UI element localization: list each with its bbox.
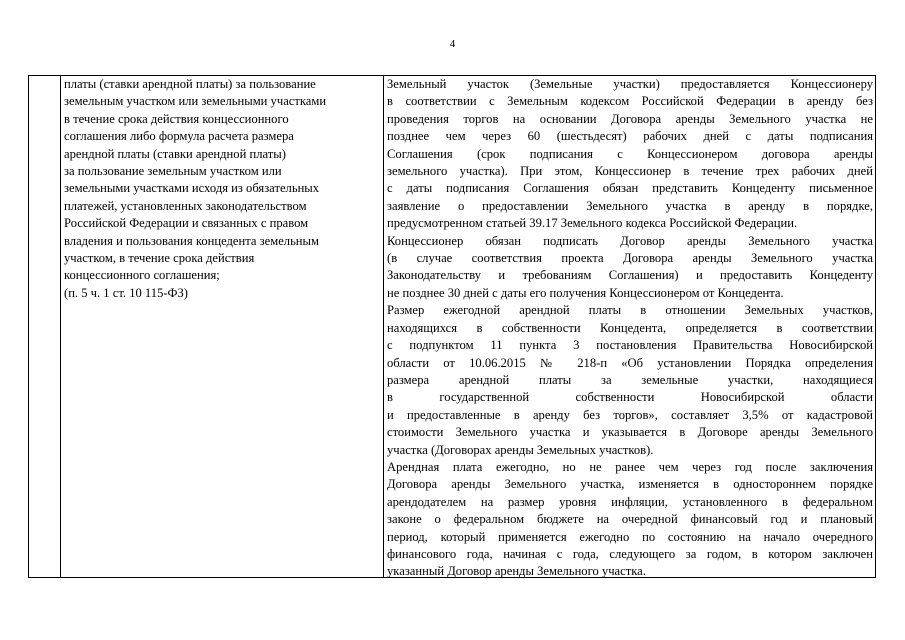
left-line: концессионного соглашения; — [64, 268, 220, 283]
left-line: Российской Федерации и связанных с правом — [64, 216, 309, 231]
left-line: участком, в течение срока действия — [64, 251, 255, 266]
right-line: (в случае соответствия проекта Договора аренды Земельного участка — [387, 251, 873, 266]
left-line-reference: (п. 5 ч. 1 ст. 10 115-ФЗ) — [64, 285, 189, 300]
right-line: финансового года, начиная с года, следующего за годом, в котором заключен — [387, 546, 873, 561]
right-line: Земельный участок (Земельные участки) предоставляется Концессионеру — [387, 77, 873, 91]
right-line: в государственной собственности Новосибирской области — [387, 390, 873, 405]
right-line: находящихся в собственности Концедента, определяется в соответствии — [387, 320, 873, 335]
left-line: за пользование земельным участком или — [64, 164, 282, 179]
right-line: законе о федеральном бюджете на очередной финансовый год и плановый — [387, 512, 873, 527]
right-line: Размер ежегодной арендной платы в отношении Земельных участков, — [387, 303, 873, 318]
right-line: Договора аренды Земельного участка, изменяется в одностороннем порядке — [387, 477, 873, 492]
right-line: предусмотренном статьей 39.17 Земельного кодекса Российской Федерации. — [387, 216, 798, 231]
right-line: Законодательству и требованиям Соглашения) и предоставить Концеденту — [387, 268, 873, 283]
right-line: с даты подписания Соглашения обязан представить Концеденту письменное — [387, 181, 873, 196]
left-line: арендной платы (ставки арендной платы) — [64, 146, 286, 161]
concession-table — [28, 75, 876, 578]
left-line: соглашения либо формула расчета размера — [64, 129, 294, 144]
right-line: позднее чем через 60 (шестьдесят) рабочих дней с даты подписания — [387, 129, 873, 144]
right-line: указанный Договор аренды Земельного участка. — [387, 564, 646, 579]
left-line: земельным участком или земельными участками — [64, 94, 327, 109]
right-line: с подпунктом 11 пункта 3 постановления Правительства Новосибирской — [387, 338, 873, 353]
page-number: 4 — [449, 38, 456, 50]
right-line: арендодателем на размер уровня инфляции, установленного в федеральном — [387, 494, 873, 509]
left-line: платежей, установленных законодательством — [64, 198, 307, 213]
left-line: земельными участками исходя из обязательных — [64, 181, 320, 196]
right-cell-conditions — [384, 76, 877, 581]
left-line: платы (ставки арендной платы) за пользование — [64, 77, 316, 91]
right-line: в соответствии с Земельным кодексом Российской Федерации в аренду без — [387, 94, 873, 109]
right-line: и предоставленные в аренду без торгов», составляет 3,5% от кадастровой — [387, 407, 873, 422]
right-line: земельного участка). При этом, Концессионер в течение трех рабочих дней — [387, 164, 873, 179]
left-line: владения и пользования концедента земельным — [64, 233, 319, 248]
right-line: области от 10.06.2015 № 218-п «Об установлении Порядка определения — [387, 355, 873, 370]
right-line: проведения торгов на основании Договора аренды Земельного участка не — [387, 111, 873, 126]
left-line: в течение срока действия концессионного — [64, 111, 289, 126]
right-line: период, который применяется ежегодно по состоянию на начало очередного — [387, 529, 873, 544]
left-cell-description — [61, 76, 383, 302]
right-line: стоимости Земельного участка и указывается в Договоре аренды Земельного — [387, 425, 873, 440]
right-line: не позднее 30 дней с даты его получения Концессионером от Концедента. — [387, 285, 784, 300]
right-line: участка (Договорах аренды Земельных участков). — [387, 442, 654, 457]
right-line: Концессионер обязан подписать Договор аренды Земельного участка — [387, 233, 873, 248]
right-line: размера арендной платы за земельные участки, находящиеся — [387, 372, 873, 387]
right-line: Арендная плата ежегодно, но не ранее чем через год после заключения — [387, 459, 873, 474]
right-line: Соглашения (срок подписания с Концессионером договора аренды — [387, 146, 873, 161]
right-line: заявление о предоставлении Земельного участка в аренду в порядке, — [387, 198, 873, 213]
